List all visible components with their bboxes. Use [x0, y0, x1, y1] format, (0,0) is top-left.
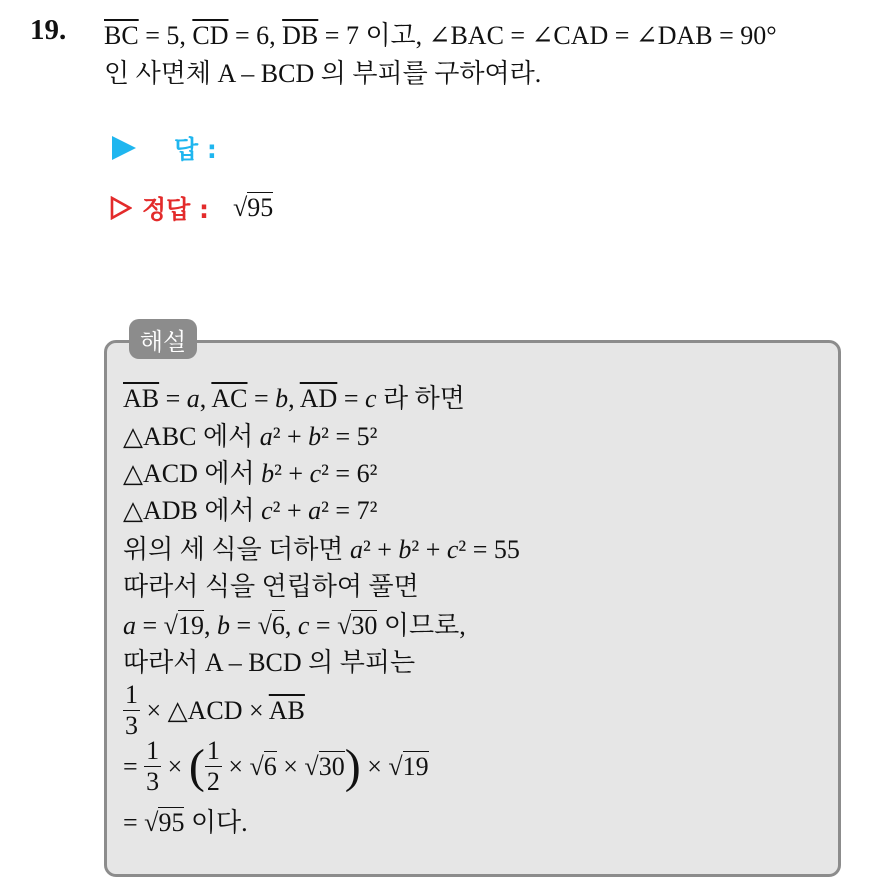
correct-answer-label: 정답 : — [142, 195, 210, 224]
solution-line-8: 따라서 A – BCD 의 부피는 — [123, 648, 416, 677]
correct-answer-value: √95 — [233, 193, 274, 222]
question-text-line2: 인 사면체 A – BCD 의 부피를 구하여라. — [104, 59, 542, 88]
play-triangle-icon — [112, 136, 136, 160]
solution-line-5: 위의 세 식을 더하면 a² + b² + c² = 55 — [123, 535, 520, 564]
solution-line-2: △ABC 에서 a² + b² = 5² — [123, 422, 378, 451]
outline-triangle-icon — [110, 196, 132, 220]
solution-line-3: △ACD 에서 b² + c² = 6² — [123, 459, 378, 488]
solution-line-6: 따라서 식을 연립하여 풀면 — [123, 572, 419, 601]
solution-line-11: = √95 이다. — [123, 808, 248, 837]
solution-line-7: a = √19, b = √6, c = √30 이므로, — [123, 611, 466, 640]
correct-answer-row — [110, 190, 273, 226]
solution-line-9: $\frac{1}{3}$ × △ACD × $\overline{AB}$ — [125, 680, 305, 740]
answer-label: 답 : — [174, 135, 217, 164]
solution-tag: 해설 — [129, 319, 197, 359]
question-number: 19. — [30, 14, 67, 46]
answer-row — [112, 130, 217, 166]
solution-line-10: = $\frac{1}{3}$ × ( $\frac{1}{2}$ × √6 × √30 ) × √19 — [123, 736, 429, 796]
question-text-line1: $\overline{BC} = 5$, $\overline{CD} = 6$, $\overline{DB} = 7$ 이고, ∠BAC = ∠CAD = ∠DAB = 90° — [104, 21, 777, 50]
fraction-one-third: $\frac{1}{3}$ — [125, 680, 138, 740]
solution-line-4: △ADB 에서 c² + a² = 7² — [123, 496, 378, 525]
solution-line-1: $\overline{AB} = a$, $\overline{AC} = b$, $\overline{AD} = c$ 라 하면 — [123, 384, 465, 413]
